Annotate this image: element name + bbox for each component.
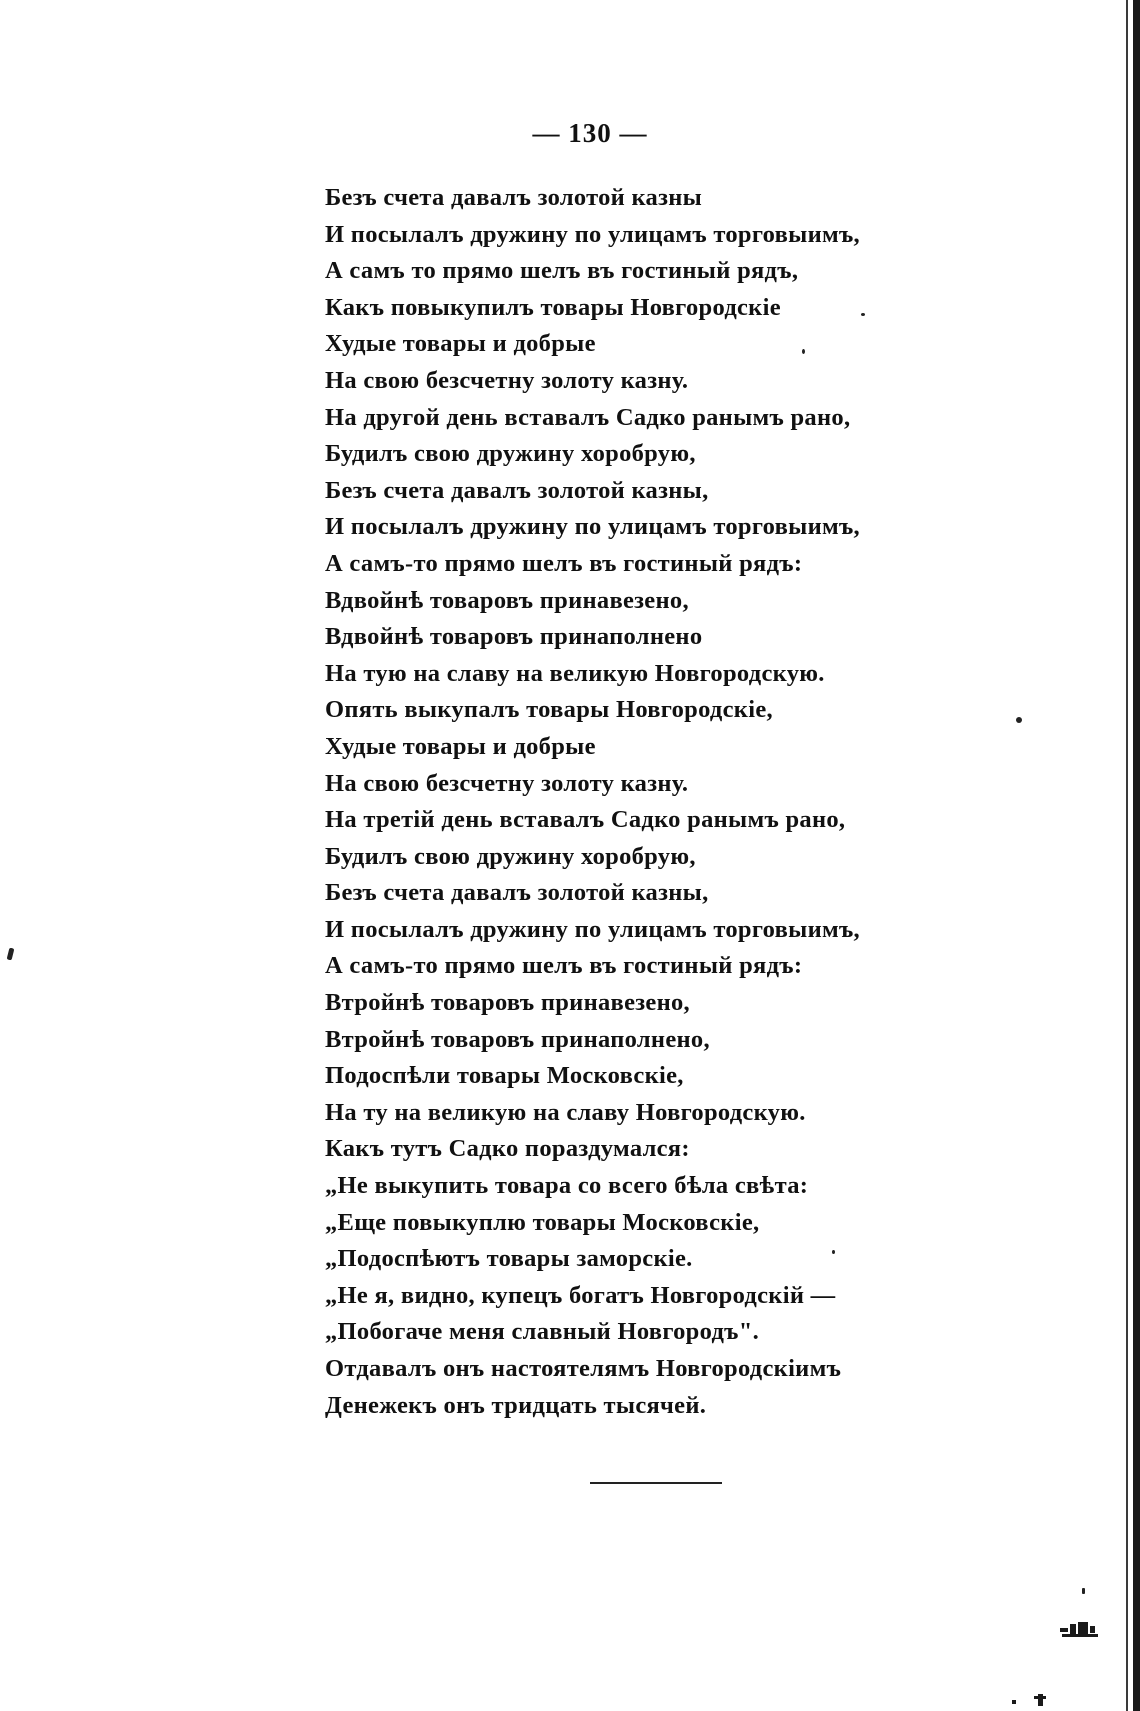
verse-line: На третій день вставалъ Садко ранымъ рано, xyxy=(325,806,846,834)
verse-line: Вдвойнѣ товаровъ принавезено, xyxy=(325,586,689,614)
verse-line: И посылалъ дружину по улицамъ торговыимъ, xyxy=(325,915,860,943)
print-speck xyxy=(1082,1588,1085,1594)
verse-line: „Не выкупить товара со всего бѣла свѣта: xyxy=(325,1172,809,1200)
print-speck xyxy=(861,313,865,316)
print-speck xyxy=(7,948,15,961)
scan-smudge xyxy=(1058,1616,1106,1640)
verse-line: Подоспѣли товары Московскіе, xyxy=(325,1062,684,1090)
verse-line: А самъ-то прямо шелъ въ гостиный рядъ: xyxy=(325,549,803,577)
verse-line: „Подоспѣютъ товары заморскіе. xyxy=(325,1245,693,1273)
verse-line: На другой день вставалъ Садко ранымъ рано, xyxy=(325,403,851,431)
verse-line: А самъ-то прямо шелъ въ гостиный рядъ: xyxy=(325,952,803,980)
end-rule xyxy=(590,1482,722,1484)
verse-line: Худые товары и добрые xyxy=(325,732,596,760)
verse-line: Денежекъ онъ тридцать тысячей. xyxy=(325,1391,707,1419)
verse-line: А самъ то прямо шелъ въ гостиный рядъ, xyxy=(325,257,799,285)
verse-line: Втройнѣ товаровъ принаполнено, xyxy=(325,1025,710,1053)
verse-line: На тую на славу на великую Новгородскую. xyxy=(325,659,825,687)
poem-text xyxy=(325,180,925,1424)
verse-line: „Не я, видно, купецъ богатъ Новгородскій — xyxy=(325,1281,836,1309)
verse-line: На свою безсчетну золоту казну. xyxy=(325,366,689,394)
verse-line: Будилъ свою дружину хоробрую, xyxy=(325,440,696,468)
verse-line: „Еще повыкуплю товары Московскіе, xyxy=(325,1208,760,1236)
verse-line: Втройнѣ товаровъ принавезено, xyxy=(325,989,690,1017)
page-edge-line xyxy=(1126,0,1128,1711)
verse-line: И посылалъ дружину по улицамъ торговыимъ, xyxy=(325,513,860,541)
scan-mark xyxy=(1010,1694,1060,1708)
verse-line: На ту на великую на славу Новгородскую. xyxy=(325,1098,806,1126)
verse-line: Отдавалъ онъ настоятелямъ Новгородскіимъ xyxy=(325,1355,842,1382)
print-speck xyxy=(832,1250,835,1254)
verse-line: Будилъ свою дружину хоробрую, xyxy=(325,842,696,870)
verse-line: На свою безсчетну золоту казну. xyxy=(325,769,689,797)
page-number: — 130 — xyxy=(532,118,648,148)
verse-line: „Побогаче меня славный Новгородъ". xyxy=(325,1318,760,1346)
verse-line: И посылалъ дружину по улицамъ торговыимъ, xyxy=(325,220,860,248)
verse-line: Опять выкупалъ товары Новгородскіе, xyxy=(325,696,773,724)
verse-line: Безъ счета давалъ золотой казны, xyxy=(325,476,709,504)
verse-line: Безъ счета давалъ золотой казны, xyxy=(325,879,709,907)
verse-line: Какъ повыкупилъ товары Новгородскіе xyxy=(325,293,781,321)
verse-line: Какъ тутъ Садко пораздумался: xyxy=(325,1135,690,1163)
print-speck xyxy=(1016,717,1022,723)
verse-line: Худые товары и добрые xyxy=(325,330,596,358)
page-edge-shadow xyxy=(1133,0,1140,1711)
verse-line: Безъ счета давалъ золотой казны xyxy=(325,184,703,211)
verse-line: Вдвойнѣ товаровъ принаполнено xyxy=(325,623,703,651)
print-speck xyxy=(802,349,805,354)
